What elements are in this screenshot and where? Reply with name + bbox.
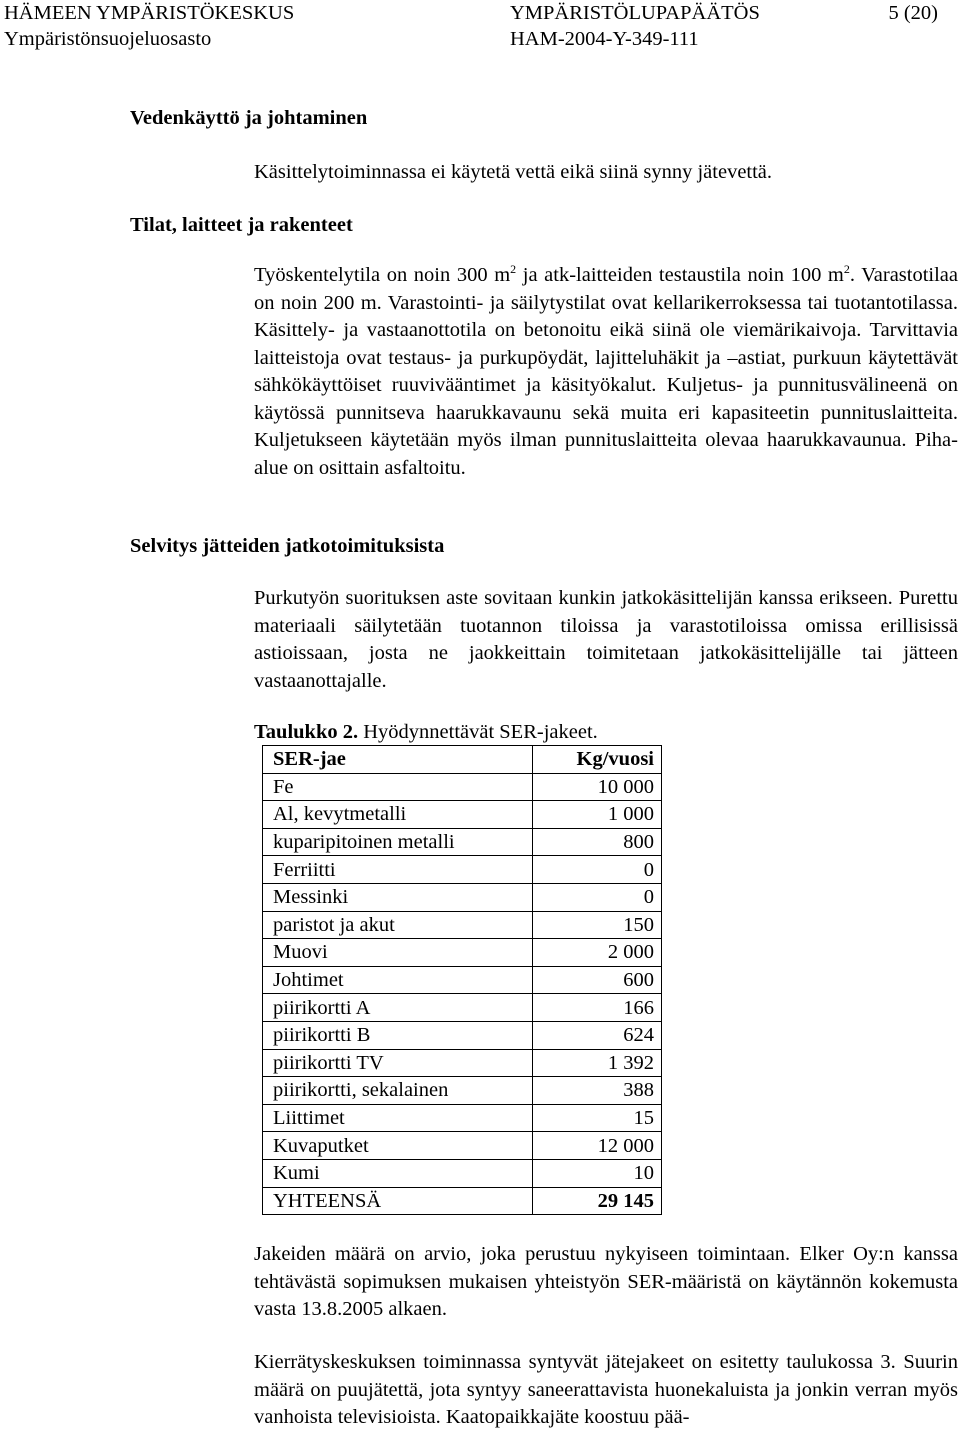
cell-fraction: kuparipitoinen metalli: [263, 828, 533, 856]
table-row: [263, 1077, 662, 1105]
cell-fraction: Kumi: [263, 1159, 533, 1187]
cell-fraction: Al, kevytmetalli: [263, 801, 533, 829]
cell-kg: 0: [532, 883, 661, 911]
table-row: [263, 1159, 662, 1187]
cell-fraction: Muovi: [263, 939, 533, 967]
cell-fraction: Johtimet: [263, 966, 533, 994]
table-caption: [254, 719, 598, 745]
table-row: [263, 1104, 662, 1132]
superscript-2b: 2: [843, 262, 850, 277]
table-row: [263, 939, 662, 967]
cell-fraction: Ferriitti: [263, 856, 533, 884]
facilities-text-3: . Varastotilaa on noin 200 m. Varastointi- ja säilytystilat ovat kellarikerroksessa tai tuotantotilassa. Käsittely- ja vastaanottotila on betonoitu eikä siinä ole viemärikaivoja. Tarvittavia laitteistoja ovat testaus- ja purkupöydät, lajitteluhäkit ja –astiat, purkuun käytettävät sähkökäyttöiset ruuvivääntimet ja käsityökalut. Kuljetus- ja punnitusvälineenä on käytössä punnitseva haarukkavaunu sekä muita eri kapasiteetin punnituslaitteita. Kuljetukseen käytetään myös ilman punnituslaitteita olevaa haarukkavaunua. Piha-alue on osittain asfaltoitu.: [254, 264, 959, 479]
facilities-text-1: Työskentelytila on noin 300 m: [254, 264, 511, 286]
table-row: [263, 1021, 662, 1049]
doc-number: HAM-2004-Y-349-111: [510, 28, 699, 50]
cell-kg: 1 392: [532, 1049, 661, 1077]
paragraph-further-processing: Purkutyön suorituksen aste sovitaan kunkin jatkokäsittelijän kanssa erikseen. Purettu materiaali säilytetään tuotannon tiloissa ja varastotiloissa omissa erillisissä astioissaan, josta ne jaokkeittain toimitetaan jatkokäsittelijälle tai jätteen vastaanottajalle.: [254, 587, 958, 692]
table-row: [263, 966, 662, 994]
column-header-fraction: SER-jae: [263, 746, 533, 774]
table-row: [263, 911, 662, 939]
table-body: [263, 773, 662, 1215]
cell-fraction: Kuvaputket: [263, 1132, 533, 1160]
table-row: [263, 773, 662, 801]
ser-table: [262, 745, 662, 1215]
heading-further-processing: Selvitys jätteiden jatkotoimituksista: [130, 535, 445, 557]
column-header-kg: Kg/vuosi: [532, 746, 661, 774]
cell-fraction: piirikortti B: [263, 1021, 533, 1049]
cell-kg: 624: [532, 1021, 661, 1049]
cell-fraction: paristot ja akut: [263, 911, 533, 939]
paragraph-recycling: Kierrätyskeskuksen toiminnassa syntyvät jätejakeet on esitetty taulukossa 3. Suurin määrä on puujätettä, jota syntyy saneerattavista huonekaluista ja jonkin verran myös vanhoista televisioista. Kaatopaikkajäte koostuu pää-: [254, 1351, 958, 1428]
cell-kg: 166: [532, 994, 661, 1022]
table-row: [263, 1132, 662, 1160]
cell-kg: 10 000: [532, 773, 661, 801]
cell-kg: 0: [532, 856, 661, 884]
org-name: HÄMEEN YMPÄRISTÖKESKUS: [4, 2, 295, 24]
org-unit: Ympäristönsuojeluosasto: [4, 28, 212, 50]
cell-kg: 2 000: [532, 939, 661, 967]
table-row: [263, 801, 662, 829]
cell-kg: 1 000: [532, 801, 661, 829]
total-label: YHTEENSÄ: [263, 1187, 533, 1215]
cell-kg: 10: [532, 1159, 661, 1187]
superscript-2a: 2: [510, 262, 517, 277]
cell-fraction: piirikortti, sekalainen: [263, 1077, 533, 1105]
cell-fraction: Fe: [263, 773, 533, 801]
table-row: [263, 1049, 662, 1077]
table-row: [263, 883, 662, 911]
paragraph-estimate: Jakeiden määrä on arvio, joka perustuu nykyiseen toimintaan. Elker Oy:n kanssa tehtävästä sopimuksen mukaisen yhteistyön SER-määristä on käytännön kokemusta vasta 13.8.2005 alkaen.: [254, 1243, 958, 1320]
page-header: [4, 0, 938, 56]
cell-fraction: piirikortti A: [263, 994, 533, 1022]
table-total-row: [263, 1187, 662, 1215]
cell-kg: 12 000: [532, 1132, 661, 1160]
table-row: [263, 994, 662, 1022]
cell-kg: 600: [532, 966, 661, 994]
table-row: [263, 856, 662, 884]
table-caption-label: Taulukko 2.: [254, 721, 359, 743]
total-value: 29 145: [532, 1187, 661, 1215]
table-row: [263, 828, 662, 856]
facilities-text-2: ja atk-laitteiden testaustila noin 100 m: [516, 264, 844, 286]
page-number: 5 (20): [888, 2, 938, 24]
cell-kg: 150: [532, 911, 661, 939]
cell-fraction: piirikortti TV: [263, 1049, 533, 1077]
heading-facilities: Tilat, laitteet ja rakenteet: [130, 214, 353, 236]
table-header-row: [263, 746, 662, 774]
paragraph-facilities: [254, 262, 958, 482]
cell-kg: 800: [532, 828, 661, 856]
heading-water: Vedenkäyttö ja johtaminen: [130, 107, 368, 129]
cell-fraction: Messinki: [263, 883, 533, 911]
doc-type: YMPÄRISTÖLUPAPÄÄTÖS: [510, 2, 760, 24]
cell-kg: 388: [532, 1077, 661, 1105]
cell-fraction: Liittimet: [263, 1104, 533, 1132]
table-caption-text: Hyödynnettävät SER-jakeet.: [358, 721, 598, 743]
cell-kg: 15: [532, 1104, 661, 1132]
paragraph-water: Käsittelytoiminnassa ei käytetä vettä eikä siinä synny jätevettä.: [254, 161, 773, 183]
